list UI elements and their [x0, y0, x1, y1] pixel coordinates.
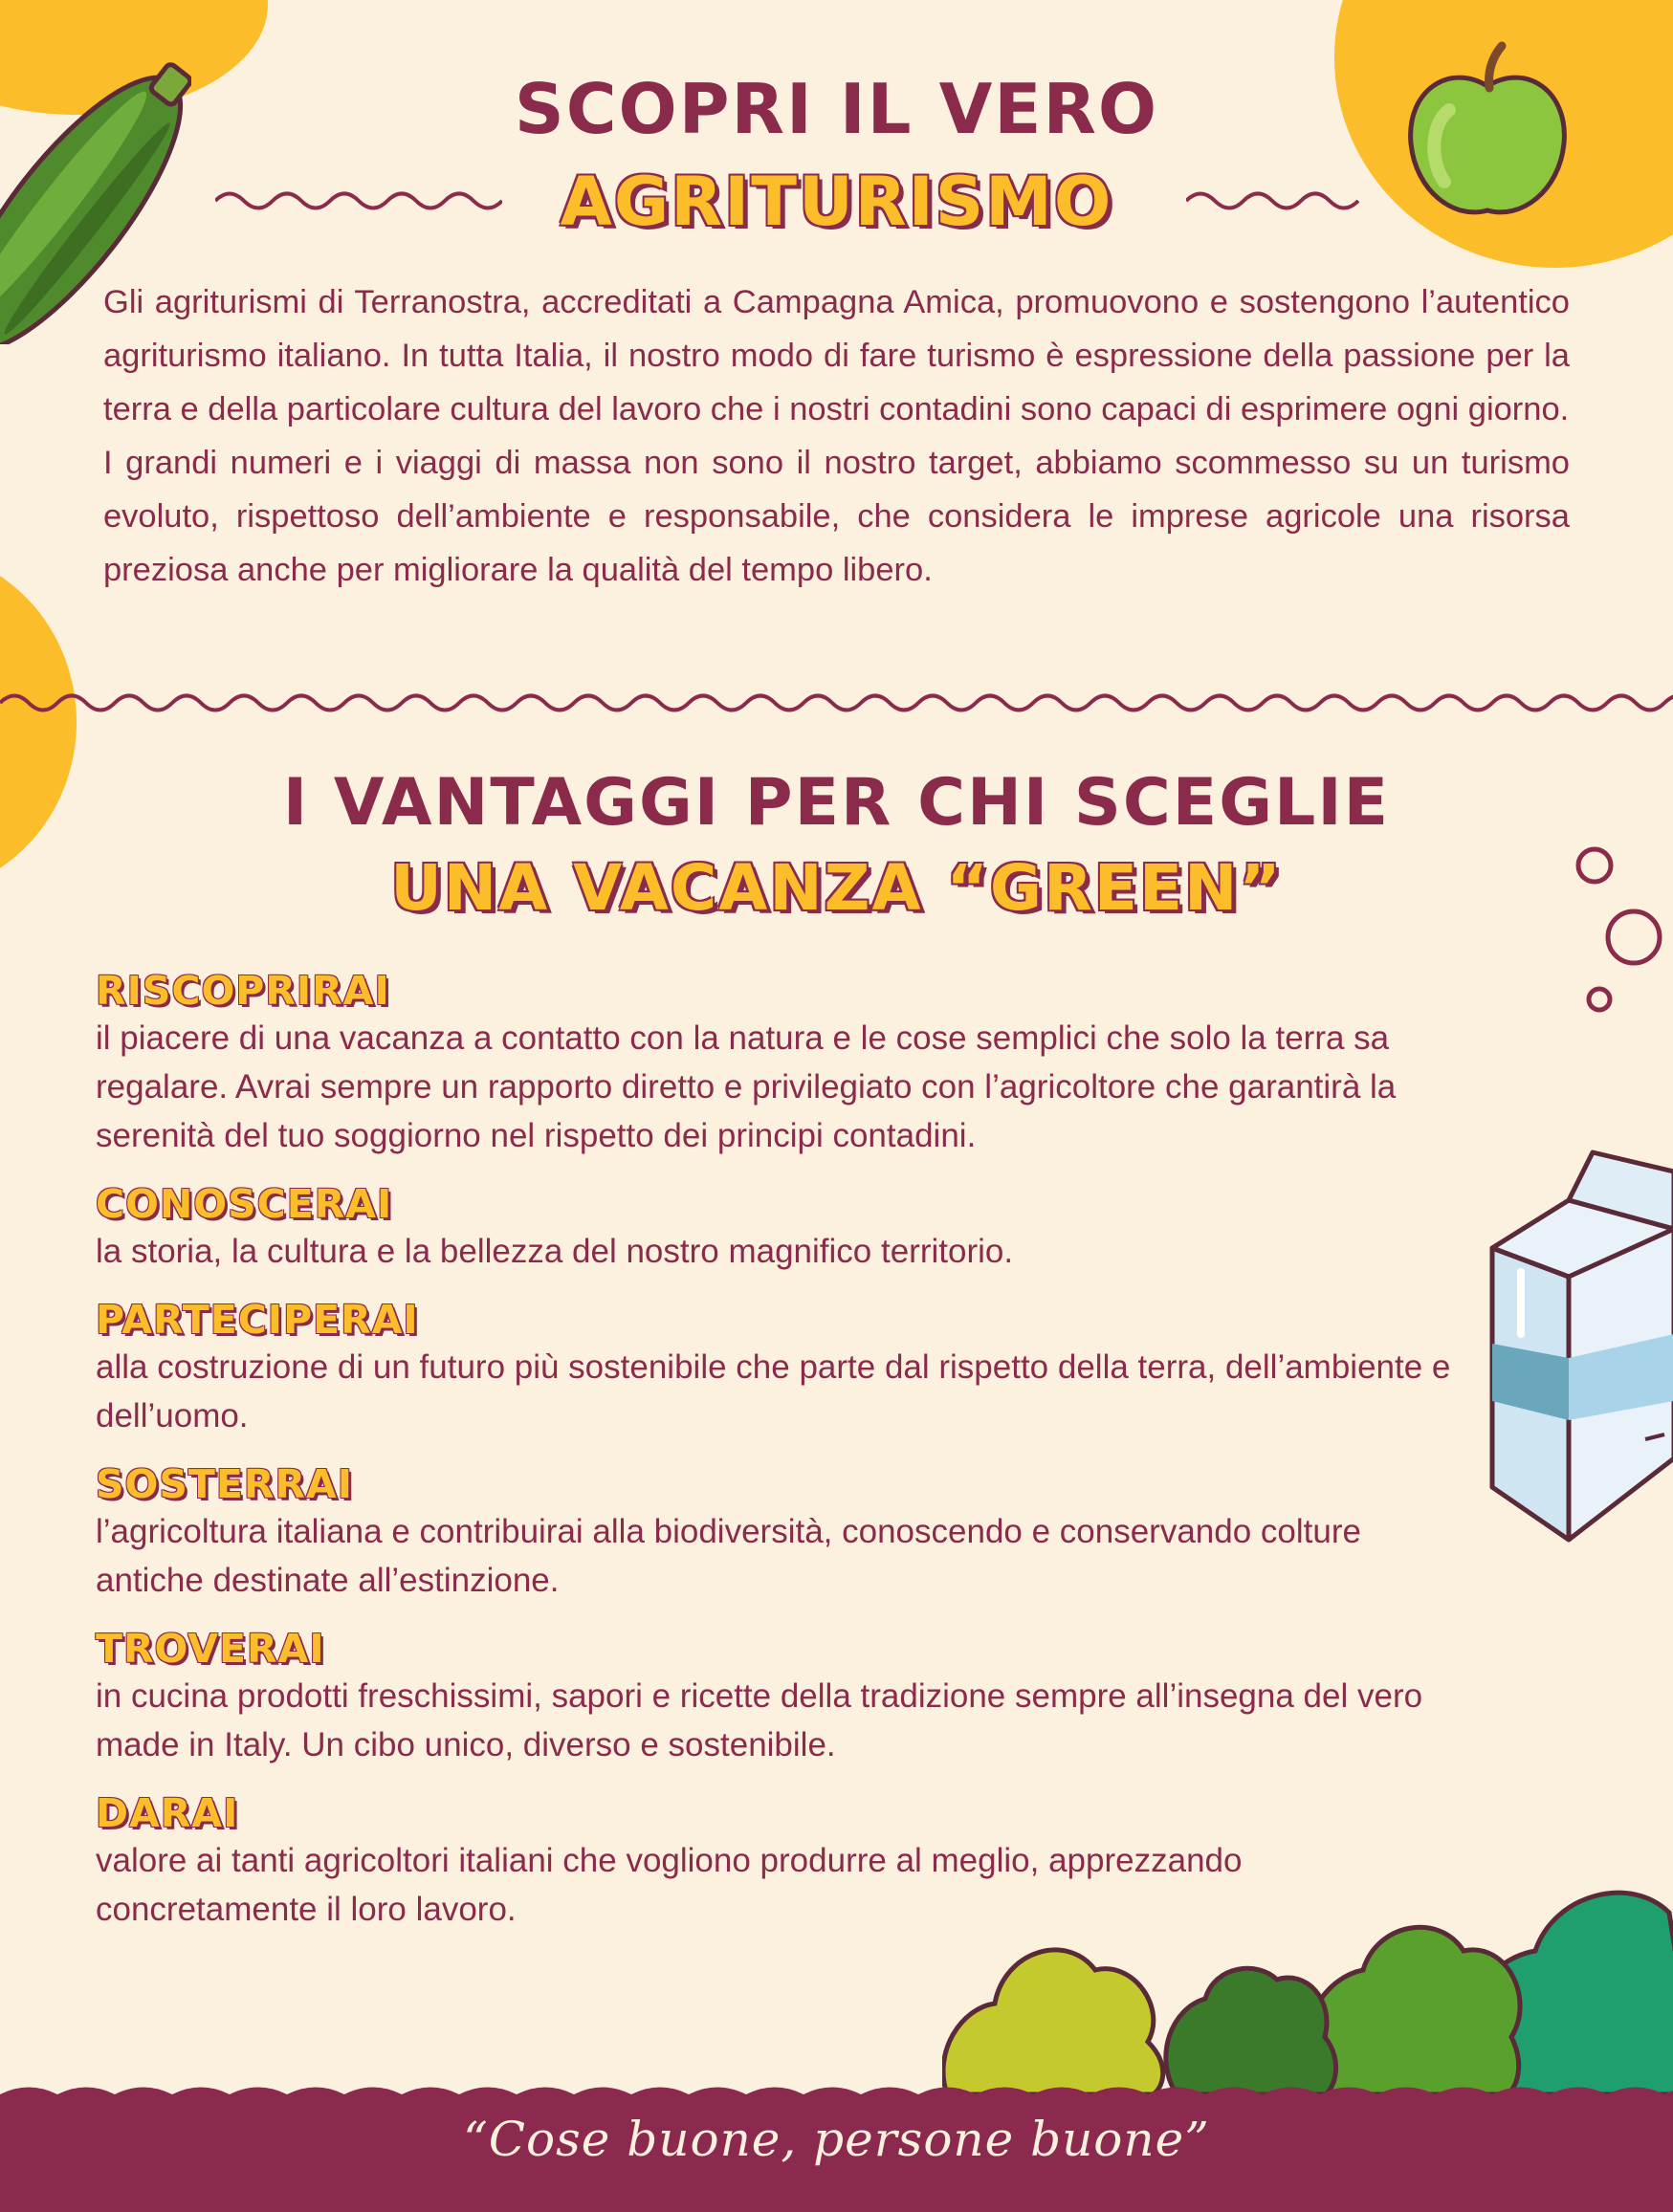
- bubble-circles-icon: [1559, 837, 1664, 1028]
- benefit-item: [96, 1626, 1454, 1769]
- intro-paragraph-2: I grandi numeri e i viaggi di massa non sono il nostro target, abbiamo scommesso su un turismo evoluto, rispettoso dell’ambiente e responsabile, che considera le imprese agricole una risorsa preziosa anche per migliorare la qualità del tempo libero.: [103, 445, 1570, 588]
- benefit-item: [96, 968, 1454, 1160]
- benefit-title: PARTECIPERAI: [96, 1297, 419, 1343]
- intro-paragraph-1: Gli agriturismi di Terranostra, accreditati a Campagna Amica, promuovono e sostengono l’autentico agriturismo italiano. In tutta Italia, il nostro modo di fare turismo è espressione della passione per la terra e della particolare cultura del lavoro che i nostri contadini sono capaci di esprimere ogni giorno.: [103, 284, 1570, 427]
- footer-quote: “Cose buone, persone buone”: [463, 2112, 1210, 2167]
- benefit-text: alla costruzione di un futuro più sostenibile che parte dal rispetto della terra, dell’ambiente e dell’uomo.: [96, 1348, 1451, 1435]
- benefit-text: il piacere di una vacanza a contatto con la natura e le cose semplici che solo la terra sa regalare. Avrai sempre un rapporto diretto e privilegiato con l’agricoltore che garantirà la serenità del tuo soggiorno nel rispetto dei principi contadini.: [96, 1019, 1397, 1154]
- benefit-title: RISCOPRIRAI: [96, 968, 390, 1014]
- intro-text: [103, 275, 1570, 597]
- title-line-1: SCOPRI IL VERO: [514, 69, 1159, 149]
- benefit-text: l’agricoltura italiana e contribuirai alla biodiversità, conoscendo e conservando colture antiche destinate all’estinzione.: [96, 1513, 1361, 1599]
- wavy-divider-right: [1186, 186, 1368, 215]
- milk-carton-icon: [1464, 1143, 1673, 1544]
- footer-wave: [0, 2080, 1673, 2109]
- wavy-divider-middle: [0, 689, 1673, 717]
- benefits-title-line-1: I VANTAGGI PER CHI SCEGLIE: [282, 765, 1391, 841]
- benefit-item: [96, 1297, 1454, 1440]
- bushes-icon: [942, 1846, 1673, 2104]
- benefits-list: [96, 968, 1454, 1955]
- benefit-text: valore ai tanti agricoltori italiani che vogliono produrre al meglio, apprezzando concretamente il loro lavoro.: [96, 1842, 1243, 1928]
- benefit-text: la storia, la cultura e la bellezza del nostro magnifico territorio.: [96, 1233, 1014, 1270]
- benefit-title: TROVERAI: [96, 1626, 325, 1672]
- benefit-title: CONOSCERAI: [96, 1181, 393, 1227]
- benefit-text: in cucina prodotti freschissimi, sapori e ricette della tradizione sempre all’insegna del vero made in Italy. Un cibo unico, diverso e sostenibile.: [96, 1677, 1423, 1763]
- benefit-title: SOSTERRAI: [96, 1461, 354, 1507]
- title-line-2: AGRITURISMO: [560, 163, 1113, 241]
- benefit-title: DARAI: [96, 1790, 239, 1836]
- yellow-blob-left: [0, 550, 77, 894]
- benefits-title-line-2: UNA VACANZA “GREEN”: [390, 851, 1283, 925]
- benefit-item: [96, 1461, 1454, 1605]
- benefit-item: [96, 1181, 1454, 1276]
